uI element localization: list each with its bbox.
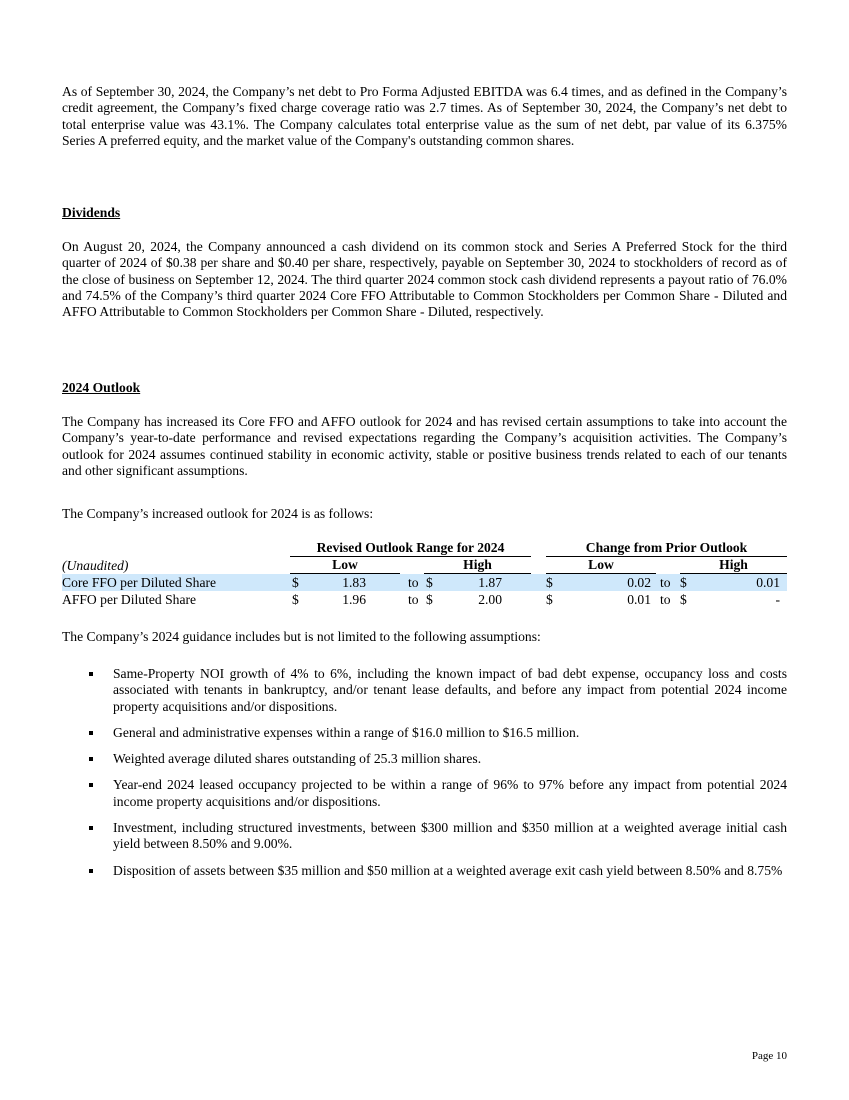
table-row <box>62 591 787 608</box>
revised-high-header: High <box>424 557 531 574</box>
list-item <box>62 777 787 810</box>
list-item <box>62 751 787 767</box>
currency-symbol: $ <box>426 592 433 607</box>
currency-symbol: $ <box>426 575 433 590</box>
revised-high-value: 2.00 <box>478 592 502 607</box>
bullet-square-icon <box>89 869 93 873</box>
outlook-table <box>62 540 787 608</box>
currency-symbol: $ <box>546 575 553 590</box>
guidance-intro: The Company’s 2024 guidance includes but is not limited to the following assumptions: <box>62 629 541 644</box>
change-low-header: Low <box>546 557 656 574</box>
bullet-square-icon <box>89 757 93 761</box>
change-high-value: 0.01 <box>756 575 780 590</box>
outlook-heading: 2024 Outlook <box>62 380 141 395</box>
to-label: to <box>408 592 419 607</box>
bullet-square-icon <box>89 783 93 787</box>
change-low-value: 0.01 <box>627 592 651 607</box>
unaudited-label: (Unaudited) <box>62 558 129 573</box>
table-row <box>62 574 787 591</box>
list-item <box>62 820 787 853</box>
list-item <box>62 666 787 715</box>
currency-symbol: $ <box>292 575 299 590</box>
currency-symbol: $ <box>680 592 687 607</box>
group-change-header: Change from Prior Outlook <box>546 540 787 557</box>
currency-symbol: $ <box>292 592 299 607</box>
assumption-text: General and administrative expenses within a range of $16.0 million to $16.5 million. <box>113 724 580 740</box>
dividends-heading: Dividends <box>62 205 121 220</box>
page-number: Page 10 <box>751 1050 787 1062</box>
currency-symbol: $ <box>680 575 687 590</box>
outlook-heading-block <box>62 380 140 396</box>
to-label: to <box>660 592 671 607</box>
list-item <box>62 863 787 879</box>
list-item <box>62 725 787 741</box>
bullet-square-icon <box>89 672 93 676</box>
assumption-text: Weighted average diluted shares outstanding of 25.3 million shares. <box>113 751 482 767</box>
revised-low-header: Low <box>290 557 400 574</box>
currency-symbol: $ <box>546 592 553 607</box>
row-label: Core FFO per Diluted Share <box>62 575 217 590</box>
change-low-value: 0.02 <box>627 575 651 590</box>
row-label: AFFO per Diluted Share <box>62 592 197 607</box>
revised-high-value: 1.87 <box>478 575 502 590</box>
to-label: to <box>660 575 671 590</box>
table-group-header <box>62 540 787 557</box>
assumption-text: Same-Property NOI growth of 4% to 6%, including the known impact of bad debt expense, occupancy loss and costs associated with tenants in bankruptcy, and/or tenant lease defaults, and before any impact from potential 2024 income property acquisitions and/or dispositions. <box>113 666 787 714</box>
leverage-paragraph: As of September 30, 2024, the Company’s net debt to Pro Forma Adjusted EBITDA was 6.4 times, and as defined in the Company’s credit agreement, the Company’s fixed charge coverage ratio was 2.7 times. As of September 30, 2024, the Company’s net debt to total enterprise value was 43.1%. The Company calculates total enterprise value as the sum of net debt, par value of its 6.375% Series A preferred equity, and the market value of the Company's outstanding common shares. <box>62 84 787 148</box>
bullet-square-icon <box>89 731 93 735</box>
revised-low-value: 1.83 <box>342 575 366 590</box>
bullet-square-icon <box>89 826 93 830</box>
change-high-value: - <box>775 592 780 607</box>
group-revised-header: Revised Outlook Range for 2024 <box>290 540 531 557</box>
dividends-paragraph: On August 20, 2024, the Company announced a cash dividend on its common stock and Series A Preferred Stock for the third quarter of 2024 of $0.38 per share and $0.40 per share, respectively, payable on September 30, 2024 to stockholders of record as of the close of business on September 12, 2024. The third quarter 2024 common stock cash dividend represents a payout ratio of 76.0% and 74.5% of the Company’s third quarter 2024 Core FFO Attributable to Common Stockholders per Common Share - Diluted and AFFO Attributable to Common Stockholders per Common Share - Diluted, respectively. <box>62 239 787 320</box>
outlook-paragraph: The Company has increased its Core FFO and AFFO outlook for 2024 and has revised certain assumptions to take into account the Company’s year-to-date performance and revised expectations regarding the Company’s acquisition activities. The Company’s outlook for 2024 assumes continued stability in economic activity, stable or positive business trends related to each of our tenants and other significant assumptions. <box>62 414 787 478</box>
change-high-header: High <box>680 557 787 574</box>
assumptions-list <box>62 666 787 889</box>
table-sub-header <box>62 557 787 574</box>
assumption-text: Investment, including structured investments, between $300 million and $350 million at a weighted average initial cash yield between 8.50% and 9.00%. <box>113 820 787 852</box>
outlook-intro: The Company’s increased outlook for 2024 is as follows: <box>62 506 374 521</box>
assumption-text: Disposition of assets between $35 million and $50 million at a weighted average exit cash yield between 8.50% and 8.75% <box>113 862 783 878</box>
to-label: to <box>408 575 419 590</box>
assumption-text: Year-end 2024 leased occupancy projected to be within a range of 96% to 97% before any impact from potential 2024 income property acquisitions and/or dispositions. <box>113 777 787 809</box>
dividends-heading-block <box>62 205 120 221</box>
revised-low-value: 1.96 <box>342 592 366 607</box>
